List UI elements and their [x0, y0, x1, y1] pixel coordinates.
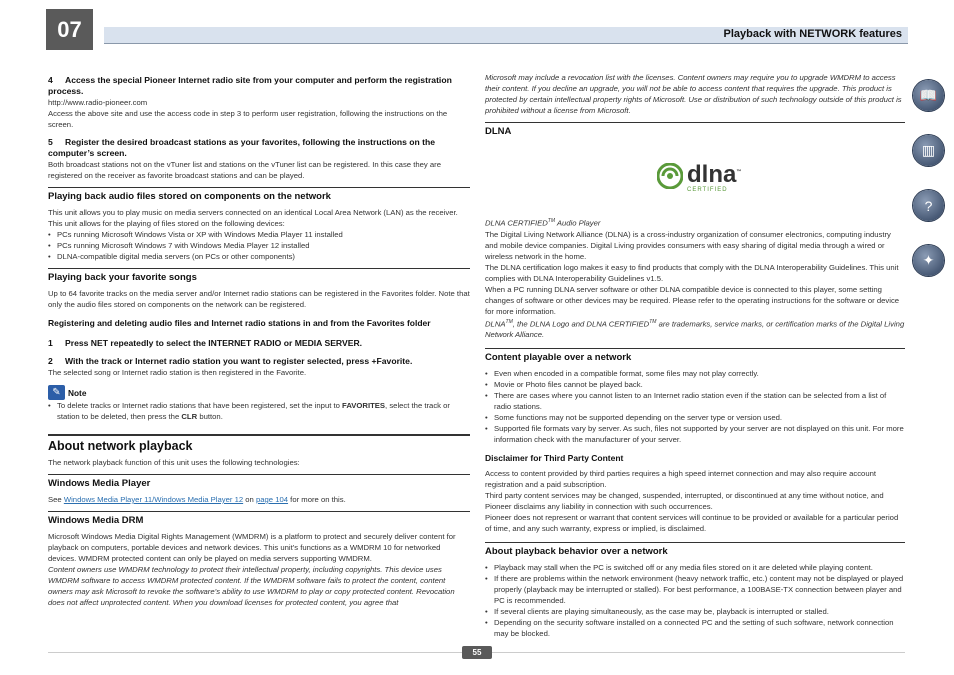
audio-body: This unit allows you to play music on media servers connected on an identical Local Area Network (LAN) as the receiver. This unit allows for the playing of files stored on the following devices: [48, 208, 458, 228]
step-4-url: http://www.radio-pioneer.com [48, 98, 148, 107]
list-item: • Some functions may not be supported depending on the server type or version used. [485, 412, 905, 423]
list-item: • To delete tracks or Internet radio stations that have been registered, set the input to FAVORITES, select the track or station to be deleted, then press the CLR button. [48, 400, 470, 422]
step-4-body: Access the above site and use the access code in step 3 to perform user registration, following the instructions on the screen. [48, 109, 448, 129]
page-link[interactable]: page 104 [255, 495, 289, 504]
dlna-logo: dlna™ CERTIFIED [657, 158, 905, 194]
disclaimer-p1: Access to content provided by third parties requires a high speed internet connection and may also require account registration and a paid subscription. [485, 469, 877, 490]
list-item: • Movie or Photo files cannot be played back. [485, 379, 905, 390]
wmp-link[interactable]: Windows Media Player 11/Windows Media Player 12 [63, 495, 244, 504]
dlna-body-2: The DLNA certification logo makes it easy to find products that comply with the DLNA Interoperability Guidelines. This unit complies with DLNA Interoperability Guidelines v1.5. [485, 262, 899, 283]
register-heading: Registering and deleting audio files and Internet radio stations in and from the Favorites folder [48, 318, 431, 328]
side-nav [913, 80, 947, 300]
help-icon[interactable]: ? [913, 190, 944, 221]
behavior-heading: About playback behavior over a network [485, 542, 905, 558]
dlna-heading: DLNA [485, 122, 905, 138]
wmp-heading: Windows Media Player [48, 474, 470, 490]
list-item: • PCs running Microsoft Windows 7 with Windows Media Player 12 installed [48, 240, 470, 251]
favorites-body: Up to 64 favorite tracks on the media server and/or Internet radio stations can be registered in the Favorites folder. Note that only the audio files stored on components on the network can be registered. [48, 289, 470, 309]
drm-heading: Windows Media DRM [48, 511, 470, 527]
step-4: 4 Access the special Pioneer Internet radio site from your computer and perform the registration process. [48, 75, 452, 96]
list-item: • DLNA-compatible digital media servers (on PCs or other components) [48, 251, 470, 262]
note-label: Note [68, 387, 87, 398]
register-step-2: 2 With the track or Internet radio station you want to register selected, press +Favorite. [48, 356, 413, 366]
wmp-body: See Windows Media Player 11/Windows Media Player 12 on page 104 for more on this. [48, 495, 346, 504]
about-body: The network playback function of this unit uses the following technologies: [48, 458, 300, 467]
tools-icon[interactable]: ✦ [913, 245, 944, 276]
list-item: • Even when encoded in a compatible format, some files may not play correctly. [485, 368, 905, 379]
content-heading: Content playable over a network [485, 348, 905, 364]
list-item: • Depending on the security software installed on a connected PC and the setting of such software, network connection may be blocked. [485, 617, 905, 639]
drm-body: Microsoft Windows Media Digital Rights Management (WMDRM) is a platform to protect and securely deliver content for playback on computers, portable devices and network devices. This unit’s functions as a WMDRM 10 for networked devices. WMDRM protected content can only be played on media servers supporting WMDRM. [48, 532, 456, 563]
disclaimer-p2: Third party content services may be changed, suspended, interrupted, or discontinued at any time without notice, and Pioneer disclaims any liability in connection with such occurrences. [485, 491, 884, 512]
list-item: • Supported file formats vary by server. As such, files not supported by your server are not displayed on this unit. For more information check with the manufacturer of your server. [485, 423, 905, 445]
audio-bullets [48, 229, 470, 262]
step-5: 5 Register the desired broadcast stations as your favorites, following the instructions on the computer’s screen. [48, 137, 436, 158]
chapter-number: 07 [46, 9, 93, 50]
microsoft-italic: Microsoft may include a revocation list with the licenses. Content owners may require you to upgrade WMDRM to access their content. If you decline an upgrade, you will not be able to access content that requires the upgrade. This product is protected by certain intellectual property rights of Microsoft. Use or distribution of such technology outside of this product is prohibited without a license from Microsoft. [485, 73, 902, 115]
list-item: • If there are problems within the network environment (heavy network traffic, etc.) content may not be displayed or played properly (playback may be interrupted or stalled). For best performance, a 100BASE-TX connection between player and PC is recommended. [485, 573, 905, 606]
book-icon[interactable]: 📖 [913, 80, 944, 111]
drm-italic: Content owners use WMDRM technology to protect their intellectual property, including copyrights. This device uses WMDRM software to access WMDRM protected content. If the WMDRM software fails to protect the content, content owners may ask Microsoft to revoke the software’s ability to use WMDRM to play or copy protected content. Revocation does not affect unprotected content. When you download licenses for protected content, you agree that [48, 565, 455, 607]
dlna-body-1: The Digital Living Network Alliance (DLNA) is a cross-industry organization of consumer electronics, computing industry and mobile device companies. Digital Living provides consumers with easy sharing of digital media through a wired or wireless network in the home. [485, 229, 891, 261]
list-item: • There are cases where you cannot listen to an Internet radio station even if the station can be selected from a list of radio stations. [485, 390, 905, 412]
favorites-heading: Playing back your favorite songs [48, 268, 470, 284]
page-number: 55 [462, 646, 492, 659]
step-5-body: Both broadcast stations not on the vTuner list and stations on the vTuner list can be registered. In this case they are registered on the receiver as favorite broadcast stations and can be played. [48, 160, 441, 180]
page-title: Playback with NETWORK features [723, 28, 902, 40]
note-header [48, 385, 470, 400]
register-step-1: 1 Press NET repeatedly to select the INTERNET RADIO or MEDIA SERVER. [48, 338, 363, 348]
list-item: • Playback may stall when the PC is switched off or any media files stored on it are deleted while playing content. [485, 562, 905, 573]
dlna-body-3: When a PC running DLNA server software or other DLNA compatible device is connected to this player, some setting changes of software or other devices may be required. Please refer to the operating instructions for the software or device for more information. [485, 284, 900, 316]
note-bullets [48, 400, 470, 422]
disclaimer-p3: Pioneer does not represent or warrant that content services will continue to be provided or available for a particular period of time, and any such warranty, express or implied, is disclaimed. [485, 513, 899, 534]
about-heading: About network playback [48, 434, 470, 453]
header-bar [104, 27, 908, 44]
left-column [48, 72, 470, 608]
remote-control-icon[interactable]: ▥ [913, 135, 944, 166]
list-item: • PCs running Microsoft Windows Vista or XP with Windows Media Player 11 installed [48, 229, 470, 240]
right-column [485, 72, 905, 639]
note-pencil-icon: ✎ [48, 385, 65, 400]
list-item: • If several clients are playing simultaneously, as the case may be, playback is interrupted or stalled. [485, 606, 905, 617]
behavior-bullets [485, 562, 905, 639]
audio-heading: Playing back audio files stored on components on the network [48, 187, 470, 203]
content-bullets [485, 368, 905, 445]
dlna-trademark: DLNA™, the DLNA Logo and DLNA CERTIFIED™ are trademarks, service marks, or certification marks of the Digital Living Network Alliance. [485, 318, 905, 340]
register-step-2-body: The selected song or Internet radio station is then registered in the Favorite. [48, 368, 307, 377]
dlna-swirl-icon [657, 163, 683, 189]
dlna-caption: DLNA CERTIFIED™ Audio Player [485, 218, 601, 228]
disclaimer-heading: Disclaimer for Third Party Content [485, 453, 624, 464]
